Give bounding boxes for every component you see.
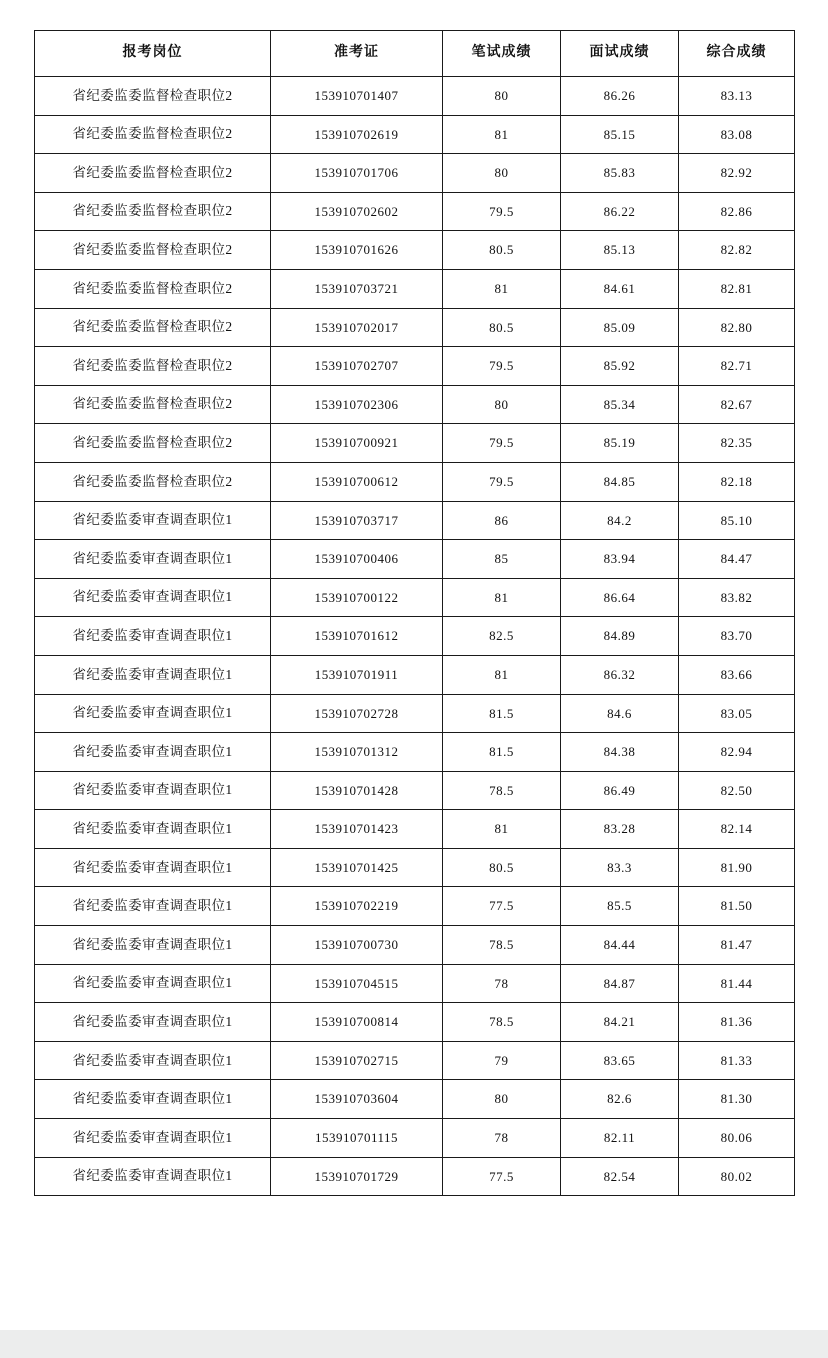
cell-post: 省纪委监委审查调查职位1	[35, 848, 271, 887]
table-row	[35, 655, 795, 694]
cell-interview-score: 83.65	[561, 1041, 679, 1080]
cell-written-score: 82.5	[443, 617, 561, 656]
cell-total-score: 83.08	[679, 115, 795, 154]
cell-total-score: 82.18	[679, 462, 795, 501]
cell-interview-score: 83.28	[561, 810, 679, 849]
table-header	[35, 31, 795, 77]
cell-total-score: 81.90	[679, 848, 795, 887]
cell-total-score: 81.44	[679, 964, 795, 1003]
table-header-row	[35, 31, 795, 77]
table-row	[35, 848, 795, 887]
cell-post: 省纪委监委监督检查职位2	[35, 154, 271, 193]
cell-ticket: 153910701425	[271, 848, 443, 887]
cell-ticket: 153910700730	[271, 926, 443, 965]
cell-interview-score: 86.49	[561, 771, 679, 810]
table-row	[35, 1157, 795, 1196]
table-row	[35, 424, 795, 463]
cell-total-score: 83.05	[679, 694, 795, 733]
column-header-total-score: 综合成绩	[679, 31, 795, 77]
cell-written-score: 80.5	[443, 848, 561, 887]
cell-written-score: 80.5	[443, 308, 561, 347]
cell-post: 省纪委监委监督检查职位2	[35, 77, 271, 116]
table-row	[35, 926, 795, 965]
cell-interview-score: 84.44	[561, 926, 679, 965]
cell-ticket: 153910702715	[271, 1041, 443, 1080]
cell-ticket: 153910700612	[271, 462, 443, 501]
table-row	[35, 1119, 795, 1158]
cell-interview-score: 84.21	[561, 1003, 679, 1042]
cell-interview-score: 84.85	[561, 462, 679, 501]
cell-interview-score: 85.92	[561, 347, 679, 386]
cell-ticket: 153910700122	[271, 578, 443, 617]
cell-written-score: 78.5	[443, 926, 561, 965]
cell-ticket: 153910701423	[271, 810, 443, 849]
column-header-post: 报考岗位	[35, 31, 271, 77]
cell-written-score: 78.5	[443, 1003, 561, 1042]
cell-interview-score: 85.15	[561, 115, 679, 154]
table-row	[35, 231, 795, 270]
cell-written-score: 80.5	[443, 231, 561, 270]
cell-interview-score: 85.09	[561, 308, 679, 347]
cell-written-score: 80	[443, 385, 561, 424]
table-row	[35, 733, 795, 772]
cell-post: 省纪委监委审查调查职位1	[35, 926, 271, 965]
cell-post: 省纪委监委监督检查职位2	[35, 308, 271, 347]
cell-post: 省纪委监委审查调查职位1	[35, 964, 271, 1003]
cell-interview-score: 86.22	[561, 192, 679, 231]
table-row	[35, 501, 795, 540]
cell-written-score: 79.5	[443, 192, 561, 231]
cell-post: 省纪委监委审查调查职位1	[35, 501, 271, 540]
cell-interview-score: 83.94	[561, 540, 679, 579]
cell-interview-score: 84.38	[561, 733, 679, 772]
cell-total-score: 82.86	[679, 192, 795, 231]
cell-written-score: 77.5	[443, 1157, 561, 1196]
table-row	[35, 115, 795, 154]
cell-interview-score: 83.3	[561, 848, 679, 887]
cell-interview-score: 86.64	[561, 578, 679, 617]
cell-post: 省纪委监委监督检查职位2	[35, 115, 271, 154]
cell-total-score: 82.81	[679, 269, 795, 308]
cell-post: 省纪委监委审查调查职位1	[35, 540, 271, 579]
cell-total-score: 85.10	[679, 501, 795, 540]
cell-total-score: 82.50	[679, 771, 795, 810]
cell-post: 省纪委监委监督检查职位2	[35, 347, 271, 386]
cell-post: 省纪委监委监督检查职位2	[35, 269, 271, 308]
cell-ticket: 153910702017	[271, 308, 443, 347]
cell-written-score: 85	[443, 540, 561, 579]
bottom-strip	[0, 1330, 828, 1358]
table-row	[35, 154, 795, 193]
cell-interview-score: 82.6	[561, 1080, 679, 1119]
cell-written-score: 79.5	[443, 424, 561, 463]
table-row	[35, 1041, 795, 1080]
cell-written-score: 79.5	[443, 462, 561, 501]
cell-total-score: 82.80	[679, 308, 795, 347]
cell-written-score: 81.5	[443, 733, 561, 772]
cell-interview-score: 86.26	[561, 77, 679, 116]
cell-interview-score: 85.5	[561, 887, 679, 926]
cell-ticket: 153910702728	[271, 694, 443, 733]
table-row	[35, 694, 795, 733]
cell-ticket: 153910701407	[271, 77, 443, 116]
cell-post: 省纪委监委审查调查职位1	[35, 1119, 271, 1158]
table-row	[35, 347, 795, 386]
cell-ticket: 153910701911	[271, 655, 443, 694]
cell-written-score: 80	[443, 1080, 561, 1119]
cell-ticket: 153910701115	[271, 1119, 443, 1158]
cell-interview-score: 85.19	[561, 424, 679, 463]
cell-written-score: 81	[443, 578, 561, 617]
cell-interview-score: 84.6	[561, 694, 679, 733]
cell-ticket: 153910701612	[271, 617, 443, 656]
cell-post: 省纪委监委监督检查职位2	[35, 192, 271, 231]
cell-interview-score: 84.89	[561, 617, 679, 656]
table-row	[35, 964, 795, 1003]
cell-interview-score: 86.32	[561, 655, 679, 694]
cell-ticket: 153910703717	[271, 501, 443, 540]
cell-ticket: 153910702306	[271, 385, 443, 424]
cell-post: 省纪委监委审查调查职位1	[35, 771, 271, 810]
cell-ticket: 153910702707	[271, 347, 443, 386]
cell-total-score: 82.82	[679, 231, 795, 270]
cell-post: 省纪委监委监督检查职位2	[35, 462, 271, 501]
cell-ticket: 153910702602	[271, 192, 443, 231]
cell-post: 省纪委监委监督检查职位2	[35, 424, 271, 463]
cell-interview-score: 84.61	[561, 269, 679, 308]
table-row	[35, 771, 795, 810]
cell-total-score: 82.67	[679, 385, 795, 424]
cell-post: 省纪委监委监督检查职位2	[35, 231, 271, 270]
cell-total-score: 83.82	[679, 578, 795, 617]
cell-total-score: 80.02	[679, 1157, 795, 1196]
table-row	[35, 462, 795, 501]
table-body	[35, 77, 795, 1196]
table-row	[35, 308, 795, 347]
cell-post: 省纪委监委审查调查职位1	[35, 1080, 271, 1119]
cell-ticket: 153910704515	[271, 964, 443, 1003]
table-row	[35, 1080, 795, 1119]
cell-total-score: 82.94	[679, 733, 795, 772]
cell-written-score: 81	[443, 810, 561, 849]
cell-ticket: 153910701729	[271, 1157, 443, 1196]
cell-total-score: 82.14	[679, 810, 795, 849]
cell-written-score: 80	[443, 154, 561, 193]
table-row	[35, 887, 795, 926]
cell-total-score: 81.30	[679, 1080, 795, 1119]
table-row	[35, 385, 795, 424]
column-header-written-score: 笔试成绩	[443, 31, 561, 77]
table-row	[35, 1003, 795, 1042]
cell-total-score: 83.70	[679, 617, 795, 656]
table-row	[35, 617, 795, 656]
cell-total-score: 81.33	[679, 1041, 795, 1080]
cell-written-score: 81	[443, 269, 561, 308]
cell-total-score: 84.47	[679, 540, 795, 579]
cell-post: 省纪委监委审查调查职位1	[35, 887, 271, 926]
cell-written-score: 79	[443, 1041, 561, 1080]
cell-interview-score: 85.83	[561, 154, 679, 193]
cell-post: 省纪委监委审查调查职位1	[35, 1157, 271, 1196]
cell-interview-score: 85.34	[561, 385, 679, 424]
cell-post: 省纪委监委审查调查职位1	[35, 578, 271, 617]
cell-post: 省纪委监委审查调查职位1	[35, 694, 271, 733]
cell-post: 省纪委监委监督检查职位2	[35, 385, 271, 424]
cell-interview-score: 85.13	[561, 231, 679, 270]
cell-interview-score: 84.87	[561, 964, 679, 1003]
table-row	[35, 810, 795, 849]
cell-written-score: 81.5	[443, 694, 561, 733]
cell-post: 省纪委监委审查调查职位1	[35, 617, 271, 656]
table-row	[35, 269, 795, 308]
cell-total-score: 81.50	[679, 887, 795, 926]
cell-post: 省纪委监委审查调查职位1	[35, 733, 271, 772]
cell-ticket: 153910703604	[271, 1080, 443, 1119]
cell-interview-score: 84.2	[561, 501, 679, 540]
cell-written-score: 77.5	[443, 887, 561, 926]
table-row	[35, 77, 795, 116]
cell-ticket: 153910703721	[271, 269, 443, 308]
cell-written-score: 78	[443, 1119, 561, 1158]
cell-total-score: 81.47	[679, 926, 795, 965]
cell-ticket: 153910701626	[271, 231, 443, 270]
cell-total-score: 83.66	[679, 655, 795, 694]
cell-post: 省纪委监委审查调查职位1	[35, 1041, 271, 1080]
cell-written-score: 81	[443, 115, 561, 154]
cell-post: 省纪委监委审查调查职位1	[35, 655, 271, 694]
cell-written-score: 78	[443, 964, 561, 1003]
cell-ticket: 153910701706	[271, 154, 443, 193]
cell-ticket: 153910700921	[271, 424, 443, 463]
cell-written-score: 78.5	[443, 771, 561, 810]
cell-ticket: 153910700406	[271, 540, 443, 579]
column-header-interview-score: 面试成绩	[561, 31, 679, 77]
table-row	[35, 578, 795, 617]
cell-interview-score: 82.54	[561, 1157, 679, 1196]
cell-written-score: 79.5	[443, 347, 561, 386]
cell-written-score: 86	[443, 501, 561, 540]
cell-total-score: 80.06	[679, 1119, 795, 1158]
table-row	[35, 540, 795, 579]
cell-ticket: 153910701428	[271, 771, 443, 810]
cell-total-score: 83.13	[679, 77, 795, 116]
results-table	[34, 30, 795, 1196]
cell-total-score: 82.71	[679, 347, 795, 386]
column-header-ticket: 准考证	[271, 31, 443, 77]
cell-post: 省纪委监委审查调查职位1	[35, 810, 271, 849]
cell-ticket: 153910702619	[271, 115, 443, 154]
cell-interview-score: 82.11	[561, 1119, 679, 1158]
cell-written-score: 81	[443, 655, 561, 694]
cell-ticket: 153910702219	[271, 887, 443, 926]
cell-ticket: 153910701312	[271, 733, 443, 772]
cell-written-score: 80	[443, 77, 561, 116]
table-row	[35, 192, 795, 231]
cell-total-score: 81.36	[679, 1003, 795, 1042]
cell-total-score: 82.92	[679, 154, 795, 193]
cell-ticket: 153910700814	[271, 1003, 443, 1042]
cell-total-score: 82.35	[679, 424, 795, 463]
cell-post: 省纪委监委审查调查职位1	[35, 1003, 271, 1042]
